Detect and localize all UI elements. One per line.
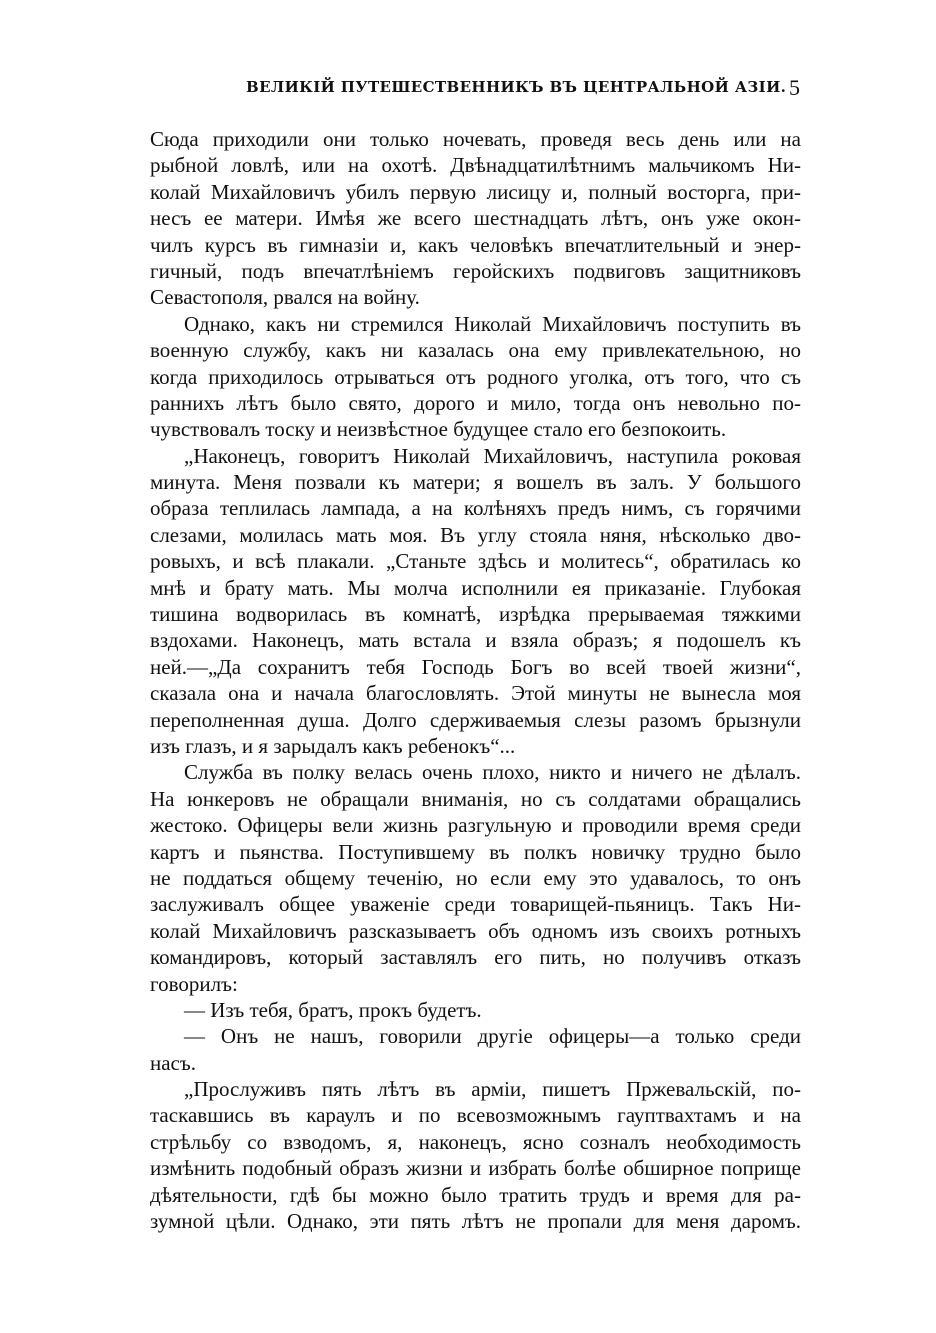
text-line: — Изъ тебя, братъ, прокъ будетъ.	[184, 997, 482, 1022]
text-line: чувствовалъ тоску и неизвѣстное будущее стало его безпокоить.	[150, 417, 727, 442]
text-line: вздохами. Наконецъ, мать встала и взяла образъ; я подошелъ къ	[150, 628, 801, 653]
text-line: измѣнить подобный образъ жизни и избрать болѣе обширное поприще	[150, 1156, 801, 1181]
running-head	[150, 75, 800, 102]
text-line: тишина водворилась въ комнатѣ, изрѣдка прерываемая тяжкими	[150, 602, 801, 627]
text-line: дѣятельности, гдѣ бы можно было тратить трудъ и время для ра-	[150, 1182, 801, 1207]
text-line: колай Михайловичъ разсказываетъ объ одномъ изъ своихъ ротныхъ	[150, 918, 801, 943]
text-line: слезами, молилась мать моя. Въ углу стояла няня, нѣсколько дво-	[150, 522, 801, 547]
running-title: ВЕЛИКІЙ ПУТЕШЕСТВЕННИКЪ ВЪ ЦЕНТРАЛЬНОЙ АЗІИ.	[246, 78, 787, 96]
page-number: 5	[789, 75, 800, 100]
body-text	[150, 126, 801, 1234]
text-line: военную службу, какъ ни казалась она ему привлекательною, но	[150, 338, 801, 363]
text-line: сказала она и начала благословлять. Этой минуты не вынесла моя	[150, 681, 801, 706]
text-line: таскавшись въ караулъ и по всевозможнымъ гауптвахтамъ и на	[150, 1103, 801, 1128]
text-line: рыбной ловлѣ, или на охотѣ. Двѣнадцатилѣтнимъ мальчикомъ Ни-	[150, 153, 801, 178]
text-line: несъ ее матери. Имѣя же всего шестнадцать лѣтъ, онъ уже окон-	[150, 206, 801, 231]
text-line: мнѣ и брату мать. Мы молча исполнили ея приказаніе. Глубокая	[150, 575, 801, 600]
text-line: не поддаться общему теченію, но если ему это удавалось, то онъ	[150, 865, 801, 890]
text-line: гичный, подъ впечатлѣніемъ геройскихъ подвиговъ защитниковъ	[150, 258, 801, 283]
text-line: стрѣльбу со взводомъ, я, наконецъ, ясно созналъ необходимость	[150, 1129, 801, 1154]
text-line: чилъ курсъ въ гимназіи и, какъ человѣкъ впечатлительный и энер-	[150, 232, 801, 257]
text-line: ней.—„Да сохранитъ тебя Господь Богъ во всей твоей жизни“,	[150, 654, 801, 679]
text-line: — Онъ не нашъ, говорили другіе офицеры—а только среди	[184, 1024, 801, 1049]
text-line: переполненная душа. Долго сдерживаемыя слезы разомъ брызнули	[150, 707, 801, 732]
text-line: образа теплилась лампада, а на колѣняхъ предъ нимъ, съ горячими	[150, 496, 801, 521]
text-line: „Прослуживъ пять лѣтъ въ арміи, пишетъ Пржевальскій, по-	[184, 1077, 801, 1102]
text-line: жестоко. Офицеры вели жизнь разгульную и проводили время среди	[150, 813, 801, 838]
text-line: зумной цѣли. Однако, эти пять лѣтъ не пропали для меня даромъ.	[150, 1209, 801, 1234]
text-line: картъ и пьянства. Поступившему въ полкъ новичку трудно было	[150, 839, 801, 864]
text-line: когда приходилось отрываться отъ родного уголка, отъ того, что съ	[150, 364, 801, 389]
text-line: На юнкеровъ не обращали вниманія, но съ солдатами обращались	[150, 786, 801, 811]
text-line: „Наконецъ, говоритъ Николай Михайловичъ, наступила роковая	[184, 443, 801, 468]
text-line: Служба въ полку велась очень плохо, никто и ничего не дѣлалъ.	[184, 760, 801, 785]
text-line: командировъ, который заставлялъ его пить, но получивъ отказъ	[150, 945, 801, 970]
text-line: говорилъ:	[150, 971, 238, 996]
text-line: минута. Меня позвали къ матери; я вошелъ въ залъ. У большого	[150, 470, 801, 495]
text-line: насъ.	[150, 1050, 196, 1075]
text-line: Сюда приходили они только ночевать, проведя весь день или на	[150, 127, 801, 151]
text-line: изъ глазъ, и я зарыдалъ какъ ребенокъ“...	[150, 733, 516, 758]
text-line: раннихъ лѣтъ было свято, дорого и мило, тогда онъ невольно по-	[150, 390, 801, 415]
text-line: Севастополя, рвался на войну.	[150, 285, 420, 310]
text-line: колай Михайловичъ убилъ первую лисицу и, полный восторга, при-	[150, 179, 801, 204]
text-line: Однако, какъ ни стремился Николай Михайловичъ поступить въ	[184, 311, 801, 336]
text-line: заслуживалъ общее уваженіе среди товарищей-пьяницъ. Такъ Ни-	[150, 892, 801, 917]
text-line: ровыхъ, и всѣ плакали. „Станьте здѣсь и молитесь“, обратилась ко	[150, 549, 801, 574]
